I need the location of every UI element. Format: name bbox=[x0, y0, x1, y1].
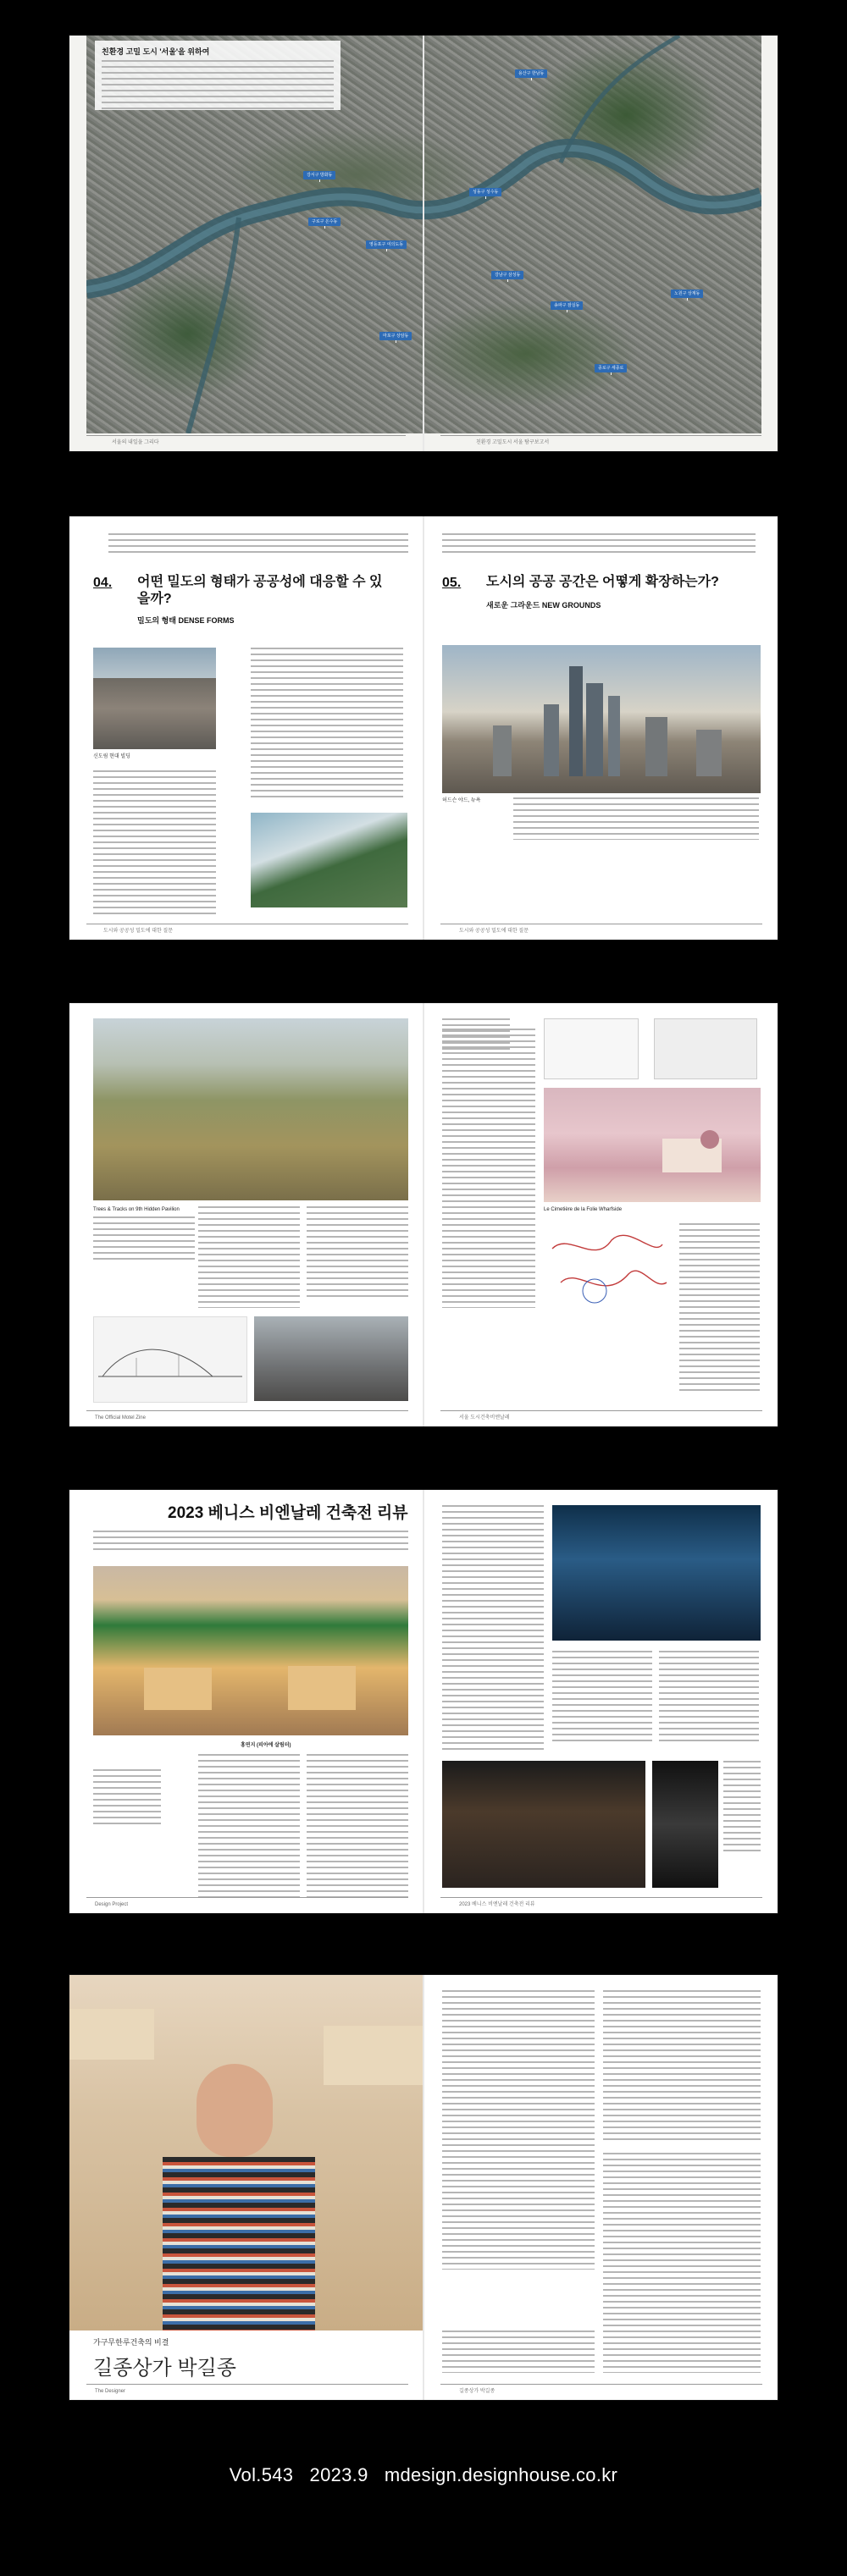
gutter bbox=[423, 1975, 424, 2400]
map-tag: 용산구 한남동 bbox=[515, 69, 547, 78]
drawing-lines bbox=[94, 1317, 246, 1402]
running-foot: 도시와 공공성 밀도에 대한 질문 bbox=[459, 929, 529, 934]
running-foot: 친환경 고밀도시 서울 탐구보고서 bbox=[476, 440, 550, 445]
map-tag: 노원구 상계동 bbox=[671, 290, 703, 298]
rule bbox=[440, 435, 761, 436]
rendering-photo bbox=[544, 1088, 761, 1202]
pavilion-photo bbox=[251, 813, 407, 907]
interior-photo bbox=[254, 1316, 408, 1401]
spread-pavilion bbox=[69, 1003, 778, 1426]
spread-seoul-map bbox=[69, 36, 778, 451]
section-drawing bbox=[93, 1316, 247, 1403]
body-text bbox=[442, 1029, 535, 1308]
map-tag: 강서구 방화동 bbox=[303, 171, 335, 179]
gutter bbox=[423, 516, 424, 940]
map-intro-text bbox=[102, 60, 334, 109]
skyline-silhouette bbox=[442, 645, 761, 793]
hall-photo bbox=[442, 1761, 645, 1888]
map-tag: 송파구 잠실동 bbox=[551, 301, 583, 310]
caption-text bbox=[93, 1769, 161, 1829]
spread-density bbox=[69, 516, 778, 940]
section-title: 어떤 밀도의 형태가 공공성에 대응할 수 있을까? bbox=[137, 575, 383, 606]
rule bbox=[440, 1897, 762, 1898]
spread-portrait bbox=[69, 1975, 778, 2400]
body-text bbox=[442, 1990, 595, 2270]
body-text bbox=[513, 797, 759, 840]
body-text bbox=[442, 533, 756, 555]
body-text bbox=[679, 1223, 760, 1393]
running-foot: 도시와 공공성 밀도에 대한 질문 bbox=[103, 929, 174, 934]
gutter bbox=[423, 36, 424, 451]
map-tag: 종로구 세종로 bbox=[595, 364, 627, 372]
issue-footer: Vol.543 2023.9 mdesign.designhouse.co.kr bbox=[229, 2464, 618, 2485]
gutter bbox=[423, 1003, 424, 1426]
rule bbox=[86, 1897, 408, 1898]
running-foot: Design Project bbox=[95, 1902, 129, 1907]
running-foot: 2023 베니스 비엔날레 건축전 리뷰 bbox=[459, 1902, 535, 1907]
red-sketch bbox=[544, 1223, 671, 1316]
body-text bbox=[307, 1754, 408, 1898]
rule bbox=[440, 2384, 762, 2385]
map-tag: 구로구 온수동 bbox=[308, 218, 340, 226]
article-title: 2023 베니스 비엔날레 건축전 리뷰 bbox=[168, 1504, 408, 1522]
running-foot: 서울의 내일을 그리다 bbox=[112, 440, 159, 445]
gutter bbox=[423, 1490, 424, 1913]
caption-text bbox=[723, 1761, 761, 1854]
model-drawing bbox=[654, 1018, 757, 1079]
body-text bbox=[251, 648, 403, 800]
photo-caption: 허드슨 야드, 뉴욕 bbox=[442, 798, 481, 803]
body-text bbox=[93, 1216, 195, 1263]
running-foot: 서울 도시건축비엔날레 bbox=[459, 1415, 510, 1420]
map-tag: 영등포구 여의도동 bbox=[366, 240, 407, 249]
rule bbox=[86, 1410, 408, 1411]
spread-venice bbox=[69, 1490, 778, 1913]
photo-caption: Le Cimetière de la Folie Wharfside bbox=[544, 1207, 623, 1212]
body-text bbox=[442, 2331, 595, 2373]
skyline-photo bbox=[442, 645, 761, 793]
running-foot: 길종상가 박길종 bbox=[459, 2389, 495, 2394]
section-number: 05. bbox=[442, 576, 462, 590]
map-tag: 강남구 삼성동 bbox=[491, 271, 523, 279]
body-text bbox=[603, 1990, 761, 2143]
section-subtitle: 새로운 그라운드 NEW GROUNDS bbox=[486, 601, 601, 610]
map-tag: 마포구 상암동 bbox=[379, 332, 412, 340]
author-line: 홍연지 (피아에 살림터) bbox=[241, 1743, 291, 1748]
rule bbox=[86, 435, 406, 436]
lead-text bbox=[93, 1531, 408, 1554]
body-text bbox=[442, 1505, 544, 1751]
section-title: 도시의 공공 공간은 어떻게 확장하는가? bbox=[486, 575, 719, 589]
photo-caption: 신도림 현대 빌딩 bbox=[93, 754, 130, 759]
article-name: 길종상가 박길종 bbox=[93, 2357, 236, 2380]
qa-text bbox=[603, 2153, 761, 2373]
map-tag: 성동구 성수동 bbox=[469, 188, 501, 196]
section-subtitle: 밀도의 형태 DENSE FORMS bbox=[137, 616, 235, 625]
rule bbox=[440, 1410, 762, 1411]
projection-photo bbox=[652, 1761, 718, 1888]
body-text bbox=[108, 533, 408, 555]
article-kicker: 가구무한루건축의 비결 bbox=[93, 2338, 169, 2347]
exhibition-photo bbox=[93, 1566, 408, 1735]
body-text bbox=[198, 1754, 300, 1898]
rule bbox=[86, 2384, 408, 2385]
map-title-box bbox=[95, 41, 340, 110]
installation-photo bbox=[552, 1505, 761, 1641]
running-foot: The Official Motel Zine bbox=[95, 1415, 146, 1420]
body-text bbox=[552, 1651, 652, 1744]
running-foot: The Designer bbox=[95, 2389, 126, 2394]
model-drawing bbox=[544, 1018, 639, 1079]
body-text bbox=[93, 770, 216, 914]
photo-caption: Trees & Tracks on 9th Hidden Pavilion bbox=[93, 1207, 180, 1212]
section-number: 04. bbox=[93, 576, 113, 590]
body-text bbox=[659, 1651, 759, 1744]
building-photo bbox=[93, 648, 216, 749]
sketch-lines bbox=[544, 1223, 671, 1316]
map-title: 친환경 고밀 도시 '서울'을 위하여 bbox=[102, 47, 210, 56]
portrait-photo bbox=[69, 1975, 423, 2331]
body-text bbox=[307, 1206, 408, 1299]
body-text bbox=[198, 1206, 300, 1308]
aerial-park-photo bbox=[93, 1018, 408, 1200]
